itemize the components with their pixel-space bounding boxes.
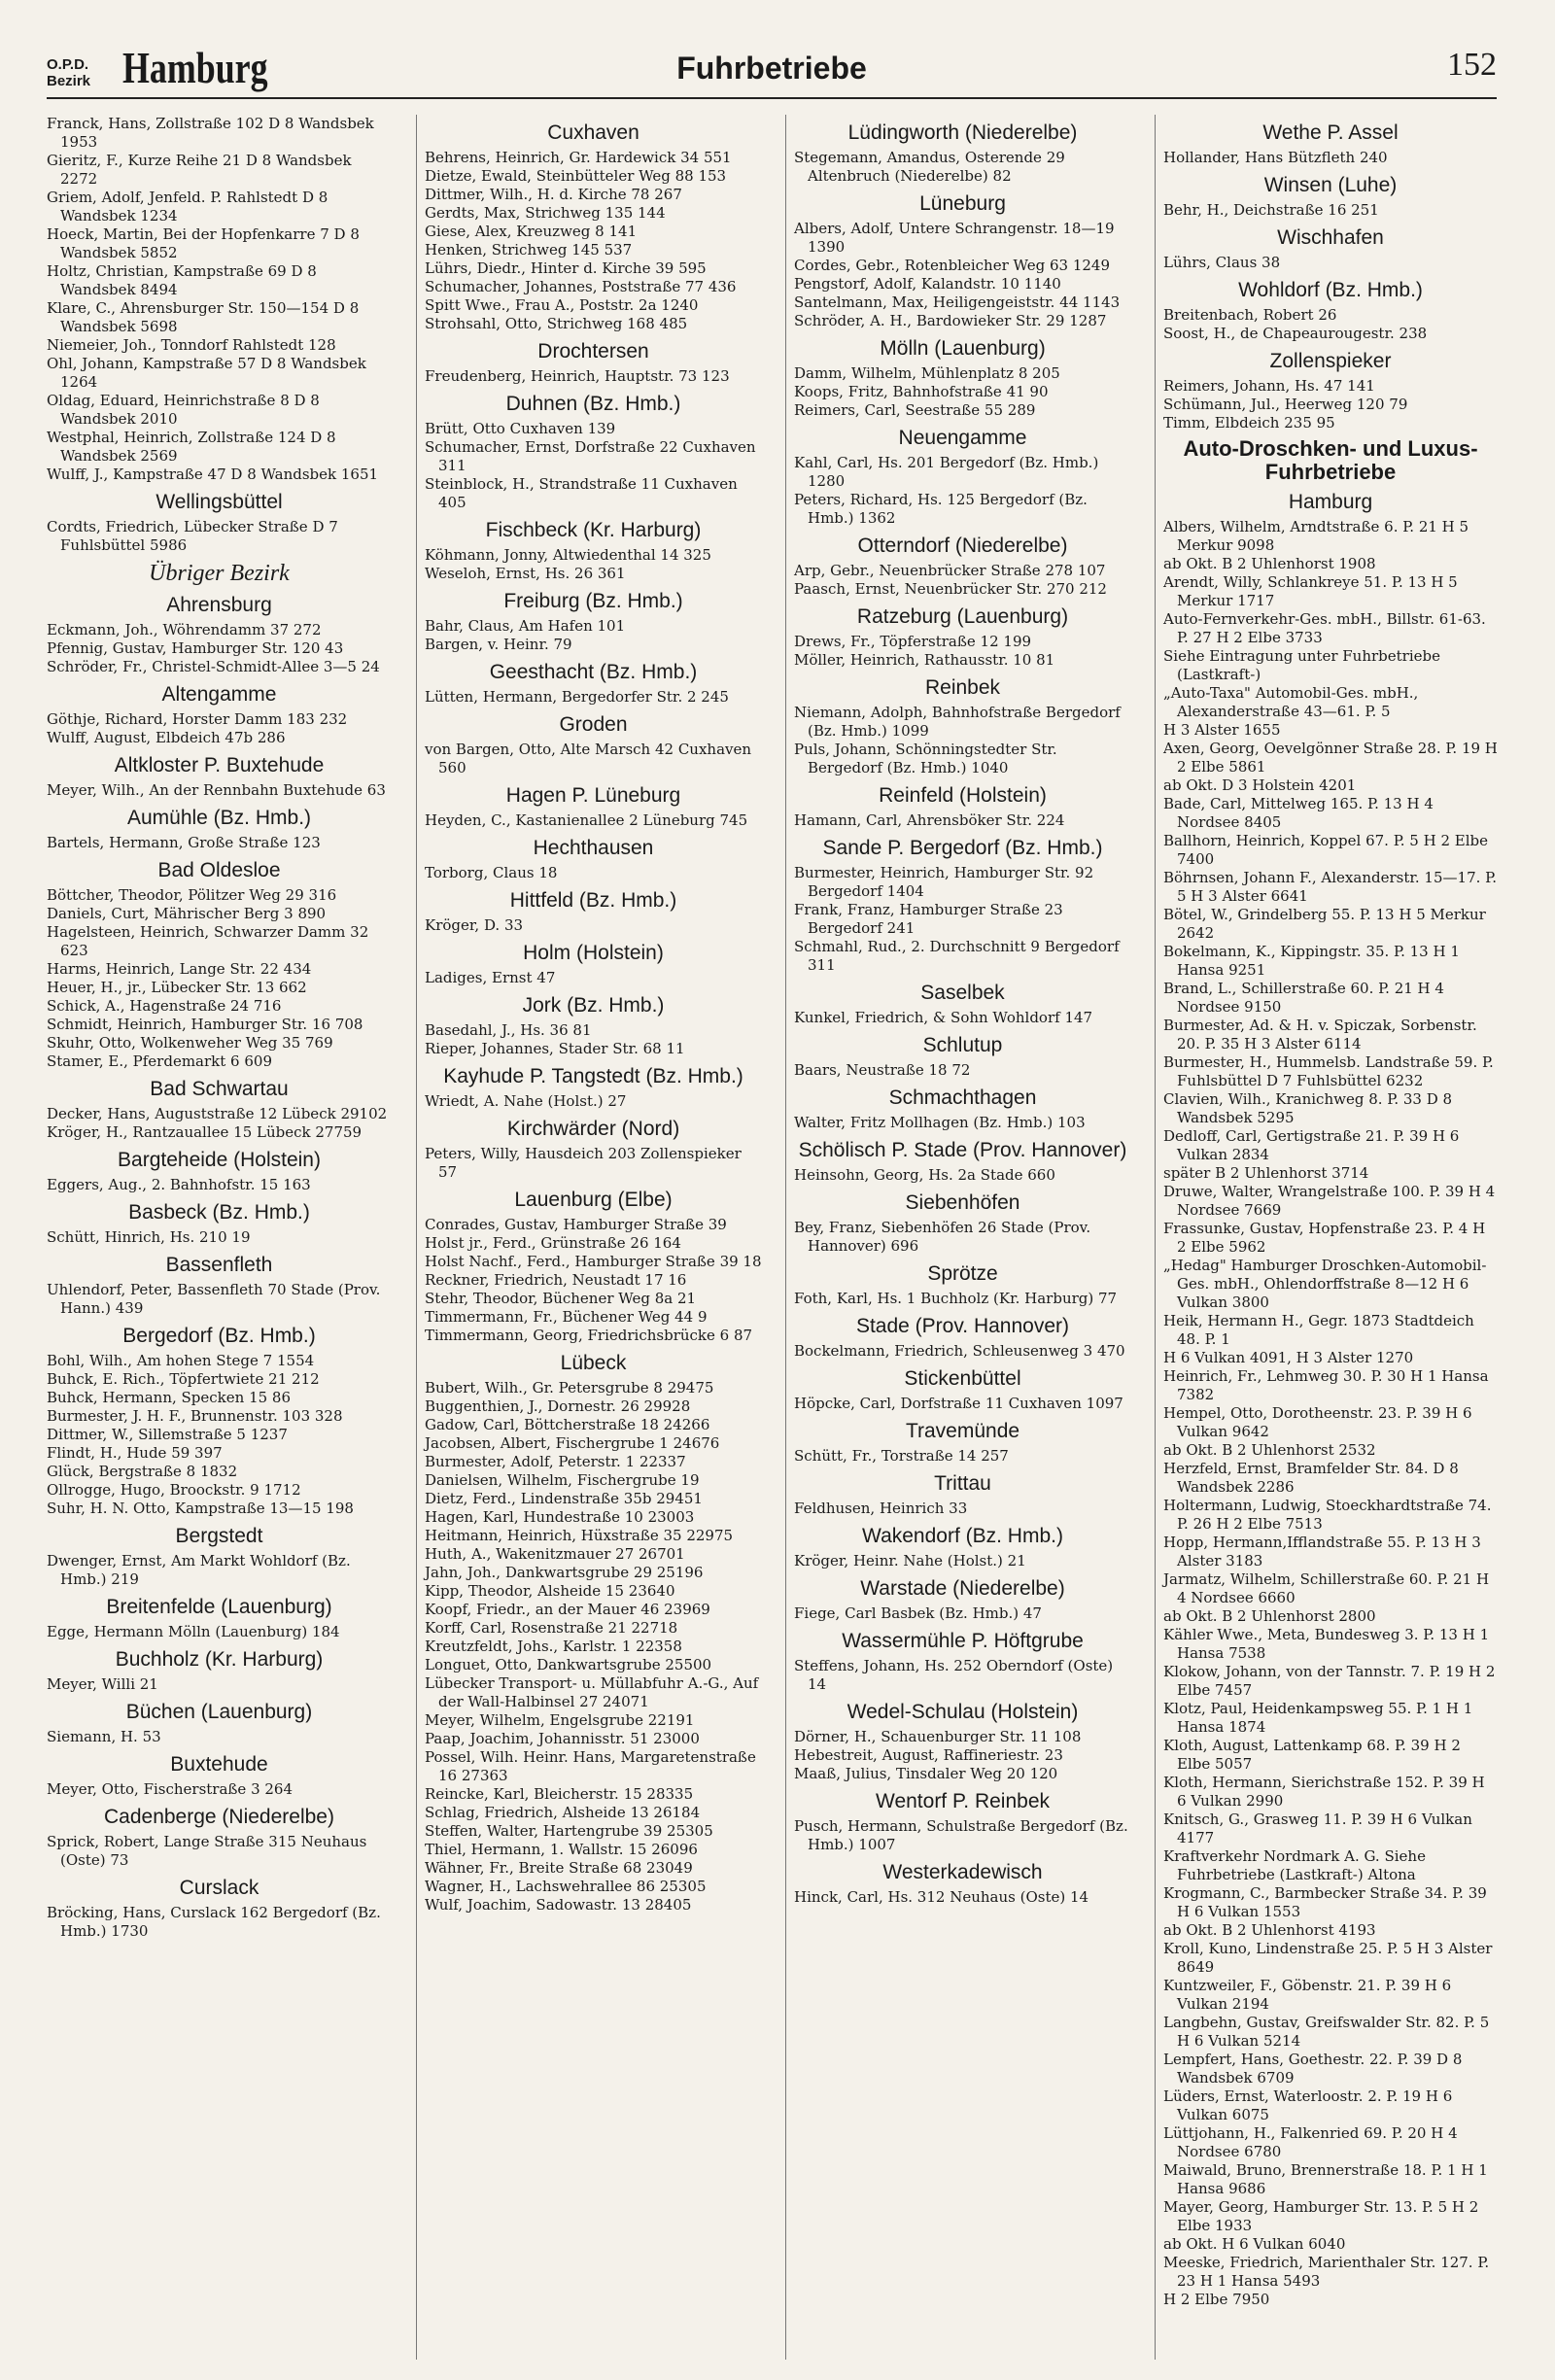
directory-entry: Lüders, Ernst, Waterloostr. 2. P. 19 H 6 Vulkan 6075 xyxy=(1163,2087,1453,2123)
place-heading: Basbeck (Bz. Hmb.) xyxy=(128,1201,310,1224)
directory-entry: Holtz, Christian, Kampstraße 69 D 8 Wandsbek 8494 xyxy=(47,262,317,298)
directory-entry: Wriedt, A. Nahe (Holst.) 27 xyxy=(425,1092,627,1110)
directory-entry: Bey, Franz, Siebenhöfen 26 Stade (Prov. Hannover) 696 xyxy=(794,1219,1091,1255)
directory-entry: Giese, Alex, Kreuzweg 8 141 xyxy=(425,223,638,240)
directory-entry: Meyer, Willi 21 xyxy=(47,1675,158,1693)
directory-entry: Longuet, Otto, Dankwartsgrube 25500 xyxy=(425,1656,712,1673)
directory-entry: Skuhr, Otto, Wolkenweher Weg 35 769 xyxy=(47,1034,333,1052)
directory-entry: Schröder, A. H., Bardowieker Str. 29 1287 xyxy=(794,312,1107,329)
place-heading: Lüneburg xyxy=(919,192,1006,215)
directory-entry: Flindt, H., Hude 59 397 xyxy=(47,1444,223,1462)
directory-entry: Axen, Georg, Oevelgönner Straße 28. P. 19 H 2 Elbe 5861 xyxy=(1163,740,1498,776)
directory-entry: Heik, Hermann H., Gegr. 1873 Stadtdeich 48. P. 1 xyxy=(1163,1312,1474,1348)
place-heading: Duhnen (Bz. Hmb.) xyxy=(505,393,681,415)
directory-entry: Hinck, Carl, Hs. 312 Neuhaus (Oste) 14 xyxy=(794,1888,1089,1906)
directory-entry: Kunkel, Friedrich, & Sohn Wohldorf 147 xyxy=(794,1009,1093,1026)
directory-entry: Druwe, Walter, Wrangelstraße 100. P. 39 H 4 Nordsee 7669 xyxy=(1163,1183,1496,1219)
directory-entry: H 6 Vulkan 4091, H 3 Alster 1270 xyxy=(1163,1349,1414,1366)
directory-entry: Wähner, Fr., Breite Straße 68 23049 xyxy=(425,1859,693,1877)
directory-entry: Buhck, Hermann, Specken 15 86 xyxy=(47,1389,292,1406)
directory-entry: Torborg, Claus 18 xyxy=(425,864,558,881)
directory-entry: Albers, Wilhelm, Arndtstraße 6. P. 21 H 5 Merkur 9098 xyxy=(1163,518,1469,554)
place-heading: Bad Oldesloe xyxy=(157,859,281,881)
category-heading: Auto-Droschken- und Luxus-Fuhrbetriebe xyxy=(1183,436,1478,484)
directory-entry: Albers, Adolf, Untere Schrangenstr. 18—19 1390 xyxy=(794,220,1115,256)
directory-entry: Lütten, Hermann, Bergedorfer Str. 2 245 xyxy=(425,688,729,706)
place-heading: Lauenburg (Elbe) xyxy=(514,1189,673,1211)
directory-entry: Wulf, Joachim, Sadowastr. 13 28405 xyxy=(425,1896,692,1914)
place-heading: Schölisch P. Stade (Prov. Hannover) xyxy=(798,1139,1127,1161)
place-heading: Lübeck xyxy=(560,1352,627,1374)
directory-entry: Möller, Heinrich, Rathausstr. 10 81 xyxy=(794,651,1055,669)
directory-entry: Niemeier, Joh., Tonndorf Rahlstedt 128 xyxy=(47,336,336,354)
directory-entry: Bockelmann, Friedrich, Schleusenweg 3 470 xyxy=(794,1342,1125,1360)
directory-entry: Schröder, Fr., Christel-Schmidt-Allee 3—5 24 xyxy=(47,658,380,675)
directory-entry: Reckner, Friedrich, Neustadt 17 16 xyxy=(425,1271,687,1289)
city-title: Hamburg xyxy=(122,43,268,92)
directory-entry: Walter, Fritz Mollhagen (Bz. Hmb.) 103 xyxy=(794,1114,1086,1131)
place-heading: Trittau xyxy=(934,1472,991,1495)
directory-entry: Kröger, Heinr. Nahe (Holst.) 21 xyxy=(794,1552,1026,1569)
place-heading: Cuxhaven xyxy=(547,121,639,144)
directory-entry: Suhr, H. N. Otto, Kampstraße 13—15 198 xyxy=(47,1500,354,1517)
directory-entry: Gieritz, F., Kurze Reihe 21 D 8 Wandsbek 2272 xyxy=(47,152,352,188)
place-heading: Winsen (Luhe) xyxy=(1263,174,1398,196)
directory-entry: ab Okt. D 3 Holstein 4201 xyxy=(1163,776,1357,794)
directory-entry: später B 2 Uhlenhorst 3714 xyxy=(1163,1164,1369,1182)
directory-entry: Westphal, Heinrich, Zollstraße 124 D 8 Wandsbek 2569 xyxy=(47,429,336,465)
directory-entry: Dedloff, Carl, Gertigstraße 21. P. 39 H 6 Vulkan 2834 xyxy=(1163,1127,1460,1163)
place-heading: Hamburg xyxy=(1288,491,1373,513)
directory-entry: Ladiges, Ernst 47 xyxy=(425,969,556,986)
directory-entry: ab Okt. B 2 Uhlenhorst 2532 xyxy=(1163,1441,1376,1459)
directory-entry: Paap, Joachim, Johannisstr. 51 23000 xyxy=(425,1730,700,1747)
directory-entry: Bokelmann, K., Kippingstr. 35. P. 13 H 1 Hansa 9251 xyxy=(1163,943,1460,979)
directory-entry: Franck, Hans, Zollstraße 102 D 8 Wandsbek 1953 xyxy=(47,115,374,151)
place-heading: Groden xyxy=(559,713,628,736)
directory-entry: Freudenberg, Heinrich, Hauptstr. 73 123 xyxy=(425,367,730,385)
directory-entry: Foth, Karl, Hs. 1 Buchholz (Kr. Harburg) 77 xyxy=(794,1290,1118,1307)
directory-entry: Jarmatz, Wilhelm, Schillerstraße 60. P. 21 H 4 Nordsee 6660 xyxy=(1163,1570,1490,1606)
directory-entry: H 3 Alster 1655 xyxy=(1163,721,1281,739)
directory-entry: Maaß, Julius, Tinsdaler Weg 20 120 xyxy=(794,1765,1058,1782)
directory-entry: Kloth, August, Lattenkamp 68. P. 39 H 2 Elbe 5057 xyxy=(1163,1737,1461,1773)
directory-entry: Oldag, Eduard, Heinrichstraße 8 D 8 Wandsbek 2010 xyxy=(47,392,320,428)
place-heading: Travemünde xyxy=(905,1420,1020,1442)
directory-entry: Bade, Carl, Mittelweg 165. P. 13 H 4 Nordsee 8405 xyxy=(1163,795,1434,831)
columns-container xyxy=(47,115,1497,2360)
place-heading: Zollenspieker xyxy=(1269,350,1392,372)
place-heading: Fischbeck (Kr. Harburg) xyxy=(485,519,702,541)
place-heading: Hechthausen xyxy=(533,837,654,859)
place-heading: Sande P. Bergedorf (Bz. Hmb.) xyxy=(822,837,1103,859)
directory-entry: Uhlendorf, Peter, Bassenfleth 70 Stade (Prov. Hann.) 439 xyxy=(47,1281,381,1317)
place-heading: Aumühle (Bz. Hmb.) xyxy=(126,807,312,829)
place-heading: Wassermühle P. Höftgrube xyxy=(842,1630,1084,1652)
directory-entry: Eggers, Aug., 2. Bahnhofstr. 15 163 xyxy=(47,1176,311,1193)
directory-entry: Huth, A., Wakenitzmauer 27 26701 xyxy=(425,1545,685,1563)
directory-entry: Reincke, Karl, Bleicherstr. 15 28335 xyxy=(425,1785,694,1803)
directory-entry: Hebestreit, August, Raffineriestr. 23 xyxy=(794,1746,1063,1764)
directory-entry: Holst Nachf., Ferd., Hamburger Straße 39 18 xyxy=(425,1253,762,1270)
directory-entry: Kraftverkehr Nordmark A. G. Siehe Fuhrbetriebe (Lastkraft-) Altona xyxy=(1163,1847,1426,1883)
place-heading: Wentorf P. Reinbek xyxy=(876,1790,1050,1812)
directory-entry: Lührs, Claus 38 xyxy=(1163,254,1281,271)
directory-entry: Steffens, Johann, Hs. 252 Oberndorf (Oste) 14 xyxy=(794,1657,1114,1693)
directory-entry: Schick, A., Hagenstraße 24 716 xyxy=(47,997,282,1015)
directory-entry: Klare, C., Ahrensburger Str. 150—154 D 8 Wandsbek 5698 xyxy=(47,299,360,335)
directory-entry: ab Okt. H 6 Vulkan 6040 xyxy=(1163,2235,1346,2253)
directory-entry: Heinrich, Fr., Lehmweg 30. P. 30 H 1 Hansa 7382 xyxy=(1163,1367,1489,1403)
directory-entry: Siemann, H. 53 xyxy=(47,1728,161,1745)
directory-entry: Lempfert, Hans, Goethestr. 22. P. 39 D 8 Wandsbek 6709 xyxy=(1163,2051,1463,2087)
place-heading: Bergstedt xyxy=(175,1525,263,1547)
place-heading: Wischhafen xyxy=(1277,226,1384,249)
directory-entry: Wulff, J., Kampstraße 47 D 8 Wandsbek 1651 xyxy=(47,466,379,483)
directory-entry: Schümann, Jul., Heerweg 120 79 xyxy=(1163,396,1408,413)
directory-entry: Drews, Fr., Töpferstraße 12 199 xyxy=(794,633,1032,650)
place-heading: Kirchwärder (Nord) xyxy=(506,1118,680,1140)
directory-entry: Ballhorn, Heinrich, Koppel 67. P. 5 H 2 Elbe 7400 xyxy=(1163,832,1488,868)
directory-entry: Bahr, Claus, Am Hafen 101 xyxy=(425,617,626,635)
directory-entry: Lübecker Transport- u. Müllabfuhr A.-G., Auf der Wall-Halbinsel 27 24071 xyxy=(425,1674,759,1710)
place-heading: Reinbek xyxy=(924,676,1001,699)
directory-entry: Danielsen, Wilhelm, Fischergrube 19 xyxy=(425,1471,700,1489)
directory-entry: Glück, Bergstraße 8 1832 xyxy=(47,1463,238,1480)
place-heading: Bergedorf (Bz. Hmb.) xyxy=(122,1325,316,1347)
directory-entry: Stehr, Theodor, Büchener Weg 8a 21 xyxy=(425,1290,697,1307)
directory-entry: Kroll, Kuno, Lindenstraße 25. P. 5 H 3 Alster 8649 xyxy=(1163,1940,1493,1976)
directory-entry: Kloth, Hermann, Sierichstraße 152. P. 39 H 6 Vulkan 2990 xyxy=(1163,1774,1485,1810)
directory-entry: Bartels, Hermann, Große Straße 123 xyxy=(47,834,321,851)
directory-entry: Bötel, W., Grindelberg 55. P. 13 H 5 Merkur 2642 xyxy=(1163,906,1486,942)
directory-entry: Behrens, Heinrich, Gr. Hardewick 34 551 xyxy=(425,149,732,166)
page-number: 152 xyxy=(1447,47,1497,83)
directory-entry: Timmermann, Georg, Friedrichsbrücke 6 87 xyxy=(425,1327,753,1344)
directory-entry: Kähler Wwe., Meta, Bundesweg 3. P. 13 H 1 Hansa 7538 xyxy=(1163,1626,1490,1662)
directory-entry: Steinblock, H., Strandstraße 11 Cuxhaven 405 xyxy=(425,475,738,511)
directory-entry: Bohl, Wilh., Am hohen Stege 7 1554 xyxy=(47,1352,315,1369)
directory-entry: Santelmann, Max, Heiligengeiststr. 44 1143 xyxy=(794,293,1121,311)
directory-entry: Burmester, H., Hummelsb. Landstraße 59. P. Fuhlsbüttel D 7 Fuhlsbüttel 6232 xyxy=(1163,1053,1494,1089)
directory-entry: Hopp, Hermann,Ifflandstraße 55. P. 13 H 3 Alster 3183 xyxy=(1163,1534,1481,1569)
directory-entry: Buggenthien, J., Dornestr. 26 29928 xyxy=(425,1397,691,1415)
directory-entry: Dörner, H., Schauenburger Str. 11 108 xyxy=(794,1728,1082,1745)
directory-entry: Soost, H., de Chapeaurougestr. 238 xyxy=(1163,325,1428,342)
directory-entry: Cordes, Gebr., Rotenbleicher Weg 63 1249 xyxy=(794,257,1110,274)
place-heading: Wohldorf (Bz. Hmb.) xyxy=(1238,279,1423,301)
place-heading: Bargteheide (Holstein) xyxy=(118,1149,321,1171)
directory-entry: Puls, Johann, Schönningstedter Str. Bergedorf (Bz. Hmb.) 1040 xyxy=(794,741,1057,776)
directory-entry: Bröcking, Hans, Curslack 162 Bergedorf (Bz. Hmb.) 1730 xyxy=(47,1904,381,1940)
directory-entry: Schumacher, Ernst, Dorfstraße 22 Cuxhaven 311 xyxy=(425,438,756,474)
directory-entry: Breitenbach, Robert 26 xyxy=(1163,306,1337,324)
directory-entry: Burmester, Heinrich, Hamburger Str. 92 Bergedorf 1404 xyxy=(794,864,1094,900)
directory-entry: Auto-Fernverkehr-Ges. mbH., Billstr. 61-63. P. 27 H 2 Elbe 3733 xyxy=(1163,610,1486,646)
directory-entry: Stegemann, Amandus, Osterende 29 Altenbruch (Niederelbe) 82 xyxy=(794,149,1065,185)
directory-entry: Possel, Wilh. Heinr. Hans, Margaretenstraße 16 27363 xyxy=(425,1748,756,1784)
directory-entry: Pusch, Hermann, Schulstraße Bergedorf (Bz. Hmb.) 1007 xyxy=(794,1817,1128,1853)
directory-entry: Cordts, Friedrich, Lübecker Straße D 7 Fuhlsbüttel 5986 xyxy=(47,518,338,554)
directory-entry: Maiwald, Bruno, Brennerstraße 18. P. 1 H 1 Hansa 9686 xyxy=(1163,2161,1488,2197)
directory-entry: Kröger, H., Rantzauallee 15 Lübeck 27759 xyxy=(47,1123,363,1141)
place-heading: Drochtersen xyxy=(537,340,649,362)
directory-entry: Jacobsen, Albert, Fischergrube 1 24676 xyxy=(425,1434,720,1452)
directory-entry: Timmermann, Fr., Büchener Weg 44 9 xyxy=(425,1308,708,1326)
directory-entry: Schütt, Fr., Torstraße 14 257 xyxy=(794,1447,1009,1465)
directory-entry: Schmahl, Rud., 2. Durchschnitt 9 Bergedorf 311 xyxy=(794,938,1120,974)
place-heading: Wellingsbüttel xyxy=(156,491,283,513)
place-heading: Buxtehude xyxy=(170,1753,268,1776)
place-heading: Ratzeburg (Lauenburg) xyxy=(856,605,1069,628)
directory-entry: Klokow, Johann, von der Tannstr. 7. P. 19 H 2 Elbe 7457 xyxy=(1163,1663,1496,1699)
directory-entry: Meyer, Wilhelm, Engelsgrube 22191 xyxy=(425,1711,695,1729)
directory-entry: ab Okt. B 2 Uhlenhorst 2800 xyxy=(1163,1607,1376,1625)
directory-entry: Ohl, Johann, Kampstraße 57 D 8 Wandsbek 1264 xyxy=(47,355,366,391)
place-heading: Otterndorf (Niederelbe) xyxy=(857,535,1068,557)
place-heading: Sprötze xyxy=(927,1262,998,1285)
directory-entry: Knitsch, G., Grasweg 11. P. 39 H 6 Vulkan 4177 xyxy=(1163,1811,1472,1846)
column-3 xyxy=(785,115,1131,2360)
place-heading: Stade (Prov. Hannover) xyxy=(855,1315,1070,1337)
opd-label: O.P.D. Bezirk xyxy=(47,56,91,89)
place-heading: Cadenberge (Niederelbe) xyxy=(104,1806,334,1828)
place-heading: Wedel-Schulau (Holstein) xyxy=(847,1701,1079,1723)
directory-entry: Eckmann, Joh., Wöhrendamm 37 272 xyxy=(47,621,322,638)
section-title: Fuhrbetriebe xyxy=(676,51,867,86)
directory-entry: Meeske, Friedrich, Marienthaler Str. 127. P. 23 H 1 Hansa 5493 xyxy=(1163,2254,1490,2290)
place-heading: Bassenfleth xyxy=(165,1254,273,1276)
place-heading: Geesthacht (Bz. Hmb.) xyxy=(489,661,698,683)
directory-entry: Arendt, Willy, Schlankreye 51. P. 13 H 5 Merkur 1717 xyxy=(1163,573,1458,609)
place-heading: Siebenhöfen xyxy=(905,1191,1020,1214)
directory-entry: Hempel, Otto, Dorotheenstr. 23. P. 39 H 6 Vulkan 9642 xyxy=(1163,1404,1472,1440)
place-heading: Altkloster P. Buxtehude xyxy=(114,754,325,776)
directory-entry: „Auto-Taxa" Automobil-Ges. mbH., Alexanderstraße 43—61. P. 5 xyxy=(1163,684,1419,720)
directory-entry: von Bargen, Otto, Alte Marsch 42 Cuxhaven 560 xyxy=(425,741,752,776)
directory-entry: Egge, Hermann Mölln (Lauenburg) 184 xyxy=(47,1623,340,1640)
directory-entry: Strohsahl, Otto, Strichweg 168 485 xyxy=(425,315,688,332)
place-heading: Büchen (Lauenburg) xyxy=(125,1701,313,1723)
directory-entry: Korff, Carl, Rosenstraße 21 22718 xyxy=(425,1619,678,1637)
directory-entry: Pfennig, Gustav, Hamburger Str. 120 43 xyxy=(47,639,344,657)
directory-entry: Koopf, Friedr., an der Mauer 46 23969 xyxy=(425,1601,710,1618)
directory-entry: Timm, Elbdeich 235 95 xyxy=(1163,414,1335,431)
directory-entry: Henken, Strichweg 145 537 xyxy=(425,241,633,259)
place-heading: Stickenbüttel xyxy=(904,1367,1021,1390)
directory-entry: Peters, Richard, Hs. 125 Bergedorf (Bz. Hmb.) 1362 xyxy=(794,491,1088,527)
place-heading: Hagen P. Lüneburg xyxy=(505,784,681,807)
directory-entry: Lüttjohann, H., Falkenried 69. P. 20 H 4 Nordsee 6780 xyxy=(1163,2124,1458,2160)
directory-entry: Schlag, Friedrich, Alsheide 13 26184 xyxy=(425,1804,701,1821)
directory-entry: Steffen, Walter, Hartengrube 39 25305 xyxy=(425,1822,713,1840)
directory-entry: Wulff, August, Elbdeich 47b 286 xyxy=(47,729,286,746)
directory-entry: Heuer, H., jr., Lübecker Str. 13 662 xyxy=(47,979,307,996)
directory-entry: Griem, Adolf, Jenfeld. P. Rahlstedt D 8 Wandsbek 1234 xyxy=(47,189,328,224)
directory-entry: Sprick, Robert, Lange Straße 315 Neuhaus (Oste) 73 xyxy=(47,1833,367,1869)
directory-entry: H 2 Elbe 7950 xyxy=(1163,2291,1270,2308)
region-heading: Übriger Bezirk xyxy=(149,561,290,586)
place-heading: Lüdingworth (Niederelbe) xyxy=(847,121,1078,144)
directory-entry: Meyer, Wilh., An der Rennbahn Buxtehude 63 xyxy=(47,781,386,799)
directory-entry: Kahl, Carl, Hs. 201 Bergedorf (Bz. Hmb.) 1280 xyxy=(794,454,1099,490)
directory-entry: Rieper, Johannes, Stader Str. 68 11 xyxy=(425,1040,685,1057)
directory-entry: Buhck, E. Rich., Töpfertwiete 21 212 xyxy=(47,1370,320,1388)
directory-entry: Hagen, Karl, Hundestraße 10 23003 xyxy=(425,1508,695,1526)
directory-entry: Heinsohn, Georg, Hs. 2a Stade 660 xyxy=(794,1166,1055,1184)
directory-entry: Schmidt, Heinrich, Hamburger Str. 16 708 xyxy=(47,1016,363,1033)
directory-entry: Damm, Wilhelm, Mühlenplatz 8 205 xyxy=(794,364,1060,382)
place-heading: Altengamme xyxy=(161,683,277,706)
place-heading: Hittfeld (Bz. Hmb.) xyxy=(509,889,677,912)
directory-entry: Kröger, D. 33 xyxy=(425,916,524,934)
place-heading: Schlutup xyxy=(922,1034,1003,1056)
directory-entry: Conrades, Gustav, Hamburger Straße 39 xyxy=(425,1216,727,1233)
directory-entry: Hamann, Carl, Ahrensböker Str. 224 xyxy=(794,811,1065,829)
place-heading: Westerkadewisch xyxy=(882,1861,1043,1883)
directory-entry: Burmester, Adolf, Peterstr. 1 22337 xyxy=(425,1453,686,1470)
directory-entry: Frassunke, Gustav, Hopfenstraße 23. P. 4 H 2 Elbe 5962 xyxy=(1163,1220,1486,1256)
directory-entry: Kuntzweiler, F., Göbenstr. 21. P. 39 H 6 Vulkan 2194 xyxy=(1163,1977,1452,2013)
directory-entry: Burmester, J. H. F., Brunnenstr. 103 328 xyxy=(47,1407,343,1425)
directory-entry: Peters, Willy, Hausdeich 203 Zollenspieker 57 xyxy=(425,1145,742,1181)
place-heading: Freiburg (Bz. Hmb.) xyxy=(503,590,683,612)
page-header xyxy=(47,39,1497,99)
place-heading: Saselbek xyxy=(920,982,1005,1004)
place-heading: Reinfeld (Holstein) xyxy=(879,784,1047,807)
place-heading: Neuengamme xyxy=(898,427,1027,449)
directory-entry: Köhmann, Jonny, Altwiedenthal 14 325 xyxy=(425,546,711,564)
place-heading: Breitenfelde (Lauenburg) xyxy=(106,1596,332,1618)
directory-entry: Weseloh, Ernst, Hs. 26 361 xyxy=(425,565,626,582)
directory-entry: Pengstorf, Adolf, Kalandstr. 10 1140 xyxy=(794,275,1061,293)
directory-entry: Langbehn, Gustav, Greifswalder Str. 82. P. 5 H 6 Vulkan 5214 xyxy=(1163,2014,1490,2050)
place-heading: Curslack xyxy=(179,1877,259,1899)
place-heading: Buchholz (Kr. Harburg) xyxy=(115,1648,324,1671)
directory-entry: Hollander, Hans Bützfleth 240 xyxy=(1163,149,1388,166)
directory-entry: Hoeck, Martin, Bei der Hopfenkarre 7 D 8 Wandsbek 5852 xyxy=(47,225,360,261)
directory-entry: Krogmann, C., Barmbecker Straße 34. P. 39 H 6 Vulkan 1553 xyxy=(1163,1884,1487,1920)
directory-entry: Stamer, E., Pferdemarkt 6 609 xyxy=(47,1052,272,1070)
directory-entry: Baars, Neustraße 18 72 xyxy=(794,1061,971,1079)
directory-entry: ab Okt. B 2 Uhlenhorst 4193 xyxy=(1163,1921,1376,1939)
directory-entry: Gadow, Carl, Böttcherstraße 18 24266 xyxy=(425,1416,710,1433)
directory-entry: Göthje, Richard, Horster Damm 183 232 xyxy=(47,710,348,728)
directory-entry: Dietz, Ferd., Lindenstraße 35b 29451 xyxy=(425,1490,703,1507)
directory-entry: Clavien, Wilh., Kranichweg 8. P. 33 D 8 Wandsbek 5295 xyxy=(1163,1090,1453,1126)
directory-entry: Kreutzfeldt, Johs., Karlstr. 1 22358 xyxy=(425,1638,682,1655)
place-heading: Holm (Holstein) xyxy=(523,942,664,964)
directory-entry: Feldhusen, Heinrich 33 xyxy=(794,1500,968,1517)
directory-entry: Böhrnsen, Johann F., Alexanderstr. 15—17. P. 5 H 3 Alster 6641 xyxy=(1163,869,1497,905)
directory-entry: Klotz, Paul, Heidenkampsweg 55. P. 1 H 1 Hansa 1874 xyxy=(1163,1700,1473,1736)
directory-entry: Dittmer, W., Sillemstraße 5 1237 xyxy=(47,1426,288,1443)
directory-entry: Paasch, Ernst, Neuenbrücker Str. 270 212 xyxy=(794,580,1107,598)
directory-entry: Ollrogge, Hugo, Broockstr. 9 1712 xyxy=(47,1481,301,1499)
place-heading: Bad Schwartau xyxy=(150,1078,289,1100)
directory-entry: Koops, Fritz, Bahnhofstraße 41 90 xyxy=(794,383,1049,400)
directory-entry: Brand, L., Schillerstraße 60. P. 21 H 4 Nordsee 9150 xyxy=(1163,980,1444,1016)
place-heading: Schmachthagen xyxy=(888,1087,1037,1109)
directory-entry: Schütt, Hinrich, Hs. 210 19 xyxy=(47,1228,251,1246)
directory-entry: Wagner, H., Lachswehrallee 86 25305 xyxy=(425,1878,707,1895)
directory-entry: Behr, H., Deichstraße 16 251 xyxy=(1163,201,1379,219)
directory-entry: Gerdts, Max, Strichweg 135 144 xyxy=(425,204,666,222)
directory-entry: Fiege, Carl Basbek (Bz. Hmb.) 47 xyxy=(794,1604,1042,1622)
directory-entry: Spitt Wwe., Frau A., Poststr. 2a 1240 xyxy=(425,296,699,314)
directory-entry: Lührs, Diedr., Hinter d. Kirche 39 595 xyxy=(425,259,707,277)
directory-entry: Bubert, Wilh., Gr. Petersgrube 8 29475 xyxy=(425,1379,714,1397)
place-heading: Kayhude P. Tangstedt (Bz. Hmb.) xyxy=(443,1065,743,1087)
directory-entry: Frank, Franz, Hamburger Straße 23 Bergedorf 241 xyxy=(794,901,1063,937)
column-4 xyxy=(1155,115,1498,2360)
column-2 xyxy=(416,115,762,2360)
directory-entry: Heyden, C., Kastanienallee 2 Lüneburg 745 xyxy=(425,811,748,829)
place-heading: Wethe P. Assel xyxy=(1262,121,1399,144)
directory-entry: Schumacher, Johannes, Poststraße 77 436 xyxy=(425,278,737,295)
directory-entry: Mayer, Georg, Hamburger Str. 13. P. 5 H 2 Elbe 1933 xyxy=(1163,2198,1479,2234)
directory-entry: Böttcher, Theodor, Pölitzer Weg 29 316 xyxy=(47,886,337,904)
place-heading: Ahrensburg xyxy=(166,594,272,616)
directory-entry: Bargen, v. Heinr. 79 xyxy=(425,636,572,653)
directory-entry: Reimers, Johann, Hs. 47 141 xyxy=(1163,377,1375,395)
place-heading: Warstade (Niederelbe) xyxy=(860,1577,1065,1600)
directory-entry: Basedahl, J., Hs. 36 81 xyxy=(425,1021,592,1039)
place-heading: Jork (Bz. Hmb.) xyxy=(522,994,665,1017)
directory-entry: Arp, Gebr., Neuenbrücker Straße 278 107 xyxy=(794,562,1106,579)
directory-entry: „Hedag" Hamburger Droschken-Automobil-Ges. mbH., Ohlendorffstraße 8—12 H 6 Vulkan 3800 xyxy=(1163,1257,1487,1311)
column-1 xyxy=(47,115,392,2360)
directory-entry: Höpcke, Carl, Dorfstraße 11 Cuxhaven 1097 xyxy=(794,1395,1123,1412)
directory-entry: Niemann, Adolph, Bahnhofstraße Bergedorf (Bz. Hmb.) 1099 xyxy=(794,704,1121,740)
directory-entry: Reimers, Carl, Seestraße 55 289 xyxy=(794,401,1036,419)
directory-entry: Decker, Hans, Auguststraße 12 Lübeck 29102 xyxy=(47,1105,388,1122)
directory-entry: Holtermann, Ludwig, Stoeckhardtstraße 74. P. 26 H 2 Elbe 7513 xyxy=(1163,1497,1492,1533)
directory-entry: Dittmer, Wilh., H. d. Kirche 78 267 xyxy=(425,186,682,203)
place-heading: Mölln (Lauenburg) xyxy=(880,337,1046,360)
directory-entry: Jahn, Joh., Dankwartsgrube 29 25196 xyxy=(425,1564,704,1581)
directory-entry: Brütt, Otto Cuxhaven 139 xyxy=(425,420,616,437)
directory-entry: Herzfeld, Ernst, Bramfelder Str. 84. D 8 Wandsbek 2286 xyxy=(1163,1460,1459,1496)
place-heading: Wakendorf (Bz. Hmb.) xyxy=(862,1525,1063,1547)
directory-entry: Siehe Eintragung unter Fuhrbetriebe (Lastkraft-) xyxy=(1163,647,1440,683)
directory-entry: Thiel, Hermann, 1. Wallstr. 15 26096 xyxy=(425,1841,698,1858)
directory-entry: Dietze, Ewald, Steinbütteler Weg 88 153 xyxy=(425,167,727,185)
directory-entry: Harms, Heinrich, Lange Str. 22 434 xyxy=(47,960,312,978)
directory-entry: Burmester, Ad. & H. v. Spiczak, Sorbenstr. 20. P. 35 H 3 Alster 6114 xyxy=(1163,1017,1477,1052)
directory-entry: Kipp, Theodor, Alsheide 15 23640 xyxy=(425,1582,675,1600)
directory-entry: Daniels, Curt, Mährischer Berg 3 890 xyxy=(47,905,327,922)
directory-entry: Heitmann, Heinrich, Hüxstraße 35 22975 xyxy=(425,1527,734,1544)
directory-entry: Meyer, Otto, Fischerstraße 3 264 xyxy=(47,1780,294,1798)
directory-entry: Dwenger, Ernst, Am Markt Wohldorf (Bz. Hmb.) 219 xyxy=(47,1552,351,1588)
directory-entry: Hagelsteen, Heinrich, Schwarzer Damm 32 623 xyxy=(47,923,369,959)
directory-entry: ab Okt. B 2 Uhlenhorst 1908 xyxy=(1163,555,1376,572)
directory-entry: Holst jr., Ferd., Grünstraße 26 164 xyxy=(425,1234,681,1252)
